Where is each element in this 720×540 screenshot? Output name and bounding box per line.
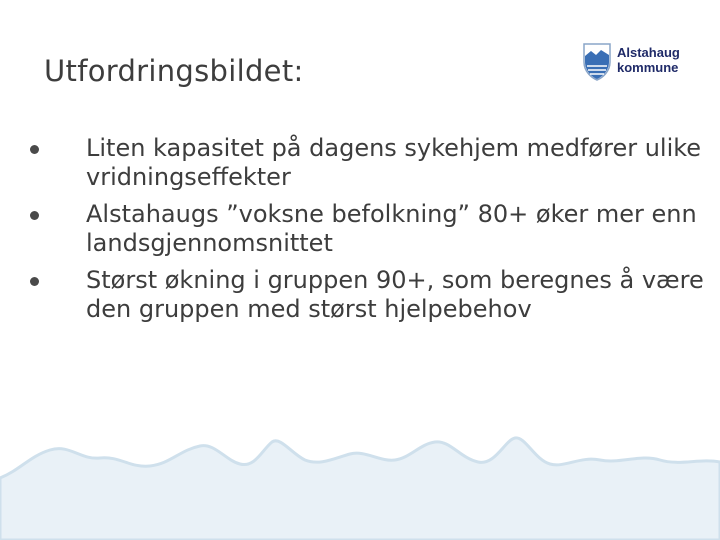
bullet-dot-icon bbox=[30, 277, 39, 286]
bullet-list bbox=[30, 134, 710, 332]
slide-title: Utfordringsbildet: bbox=[44, 54, 304, 88]
logo-line-2: kommune bbox=[617, 60, 679, 75]
bullet-text: Alstahaugs ”voksne befolkning” 80+ øker mer enn landsgjennomsnittet bbox=[86, 200, 697, 257]
bullet-dot-icon bbox=[30, 211, 39, 220]
bullet-item bbox=[30, 266, 710, 324]
mountain-silhouette-decoration bbox=[0, 420, 720, 540]
bullet-dot-icon bbox=[30, 145, 39, 154]
municipality-logo bbox=[582, 42, 692, 84]
bullet-text: Størst økning i gruppen 90+, som beregnes å være den gruppen med størst hjelpebehov bbox=[86, 266, 704, 323]
bullet-text: Liten kapasitet på dagens sykehjem medfører ulike vridningseffekter bbox=[86, 134, 702, 191]
logo-text bbox=[617, 45, 680, 75]
municipal-crest-icon bbox=[582, 42, 612, 82]
bullet-item bbox=[30, 200, 710, 258]
logo-line-1: Alstahaug bbox=[617, 45, 680, 60]
bullet-item bbox=[30, 134, 710, 192]
